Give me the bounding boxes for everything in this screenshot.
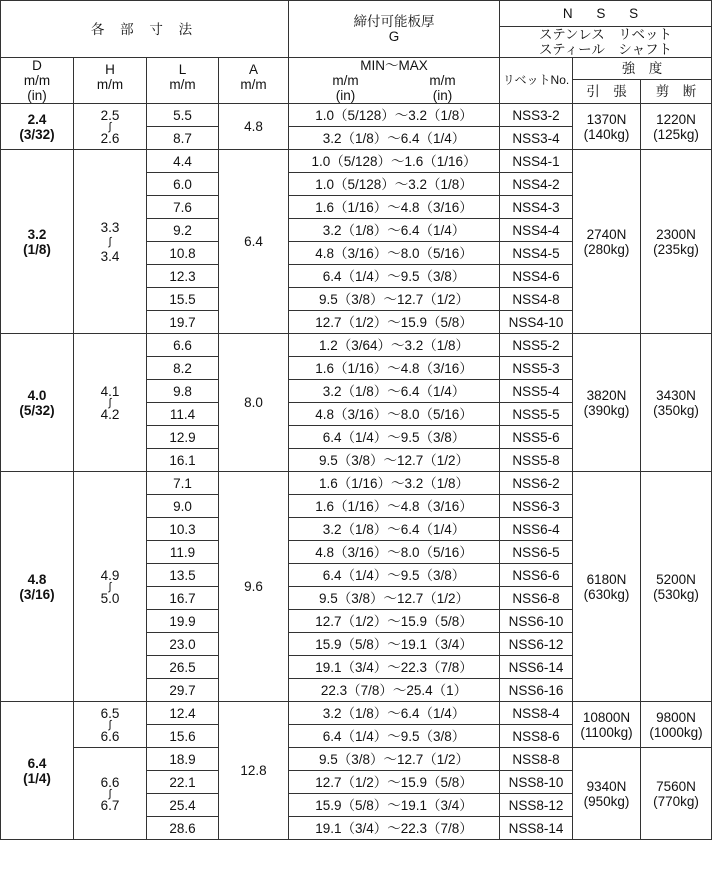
shear-n: 7560N — [656, 778, 696, 794]
h-cell — [74, 104, 147, 150]
g-cell: 9.5（3/8）～12.7（1/2） — [289, 748, 500, 771]
col-rivet-no-header: リベットNo. — [500, 58, 573, 104]
h-cell — [74, 702, 147, 748]
tensile-kg: (390kg) — [583, 402, 630, 418]
col-shear-header: 剪 断 — [641, 80, 712, 104]
g-cell: 1.6（1/16）～4.8（3/16） — [289, 196, 500, 219]
material-line2: スティール シャフト — [538, 42, 673, 57]
shear-n: 3430N — [656, 387, 696, 403]
l-cell: 9.0 — [147, 495, 219, 518]
shear-n: 2300N — [656, 226, 696, 242]
col-D-unit-in: (in) — [27, 88, 47, 103]
g-cell: 12.7（1/2）～15.9（5/8） — [289, 311, 500, 334]
g-cell: 19.1（3/4）～22.3（7/8） — [289, 817, 500, 840]
tensile-n: 9340N — [586, 778, 627, 794]
g-cell: 3.2（1/8）～6.4（1/4） — [289, 219, 500, 242]
rivet-no-cell: NSS6-16 — [500, 679, 573, 702]
rivet-no-cell: NSS5-5 — [500, 403, 573, 426]
g-cell: 4.8（3/16）～8.0（5/16） — [289, 541, 500, 564]
l-cell: 25.4 — [147, 794, 219, 817]
col-A-unit: m/m — [240, 77, 267, 92]
table-row — [1, 104, 712, 127]
g-cell: 4.8（3/16）～8.0（5/16） — [289, 242, 500, 265]
rivet-no-cell: NSS6-14 — [500, 656, 573, 679]
rivet-no-cell: NSS4-6 — [500, 265, 573, 288]
g-cell: 1.6（1/16）～3.2（1/8） — [289, 472, 500, 495]
g-cell: 12.7（1/2）～15.9（5/8） — [289, 610, 500, 633]
shear-cell — [641, 334, 712, 472]
shear-cell — [641, 104, 712, 150]
l-cell: 11.9 — [147, 541, 219, 564]
rivet-no-cell: NSS5-6 — [500, 426, 573, 449]
l-cell: 12.3 — [147, 265, 219, 288]
l-cell: 7.6 — [147, 196, 219, 219]
rivet-no-cell: NSS3-2 — [500, 104, 573, 127]
shear-cell — [641, 472, 712, 702]
rivet-no-cell: NSS4-8 — [500, 288, 573, 311]
g-cell: 6.4（1/4）～9.5（3/8） — [289, 426, 500, 449]
l-cell: 29.7 — [147, 679, 219, 702]
rivet-no-cell: NSS8-8 — [500, 748, 573, 771]
col-D-header — [1, 58, 74, 104]
h-min: 6.6 — [100, 774, 120, 790]
d-value: 6.4 — [27, 755, 47, 771]
a-cell: 6.4 — [219, 150, 289, 334]
range-mark: ∫ — [108, 718, 112, 731]
shear-cell — [641, 748, 712, 840]
rivet-no-cell: NSS8-14 — [500, 817, 573, 840]
l-cell: 15.6 — [147, 725, 219, 748]
g-cell: 22.3（7/8）～25.4（1） — [289, 679, 500, 702]
range-mark: ∫ — [108, 120, 112, 133]
rivet-no-cell: NSS5-4 — [500, 380, 573, 403]
l-cell: 23.0 — [147, 633, 219, 656]
rivet-no-cell: NSS4-3 — [500, 196, 573, 219]
rivet-no-cell: NSS4-1 — [500, 150, 573, 173]
tensile-kg: (630kg) — [583, 586, 630, 602]
rivet-no-cell: NSS6-12 — [500, 633, 573, 656]
d-cell — [1, 150, 74, 334]
rivet-no-cell: NSS4-4 — [500, 219, 573, 242]
a-cell: 12.8 — [219, 702, 289, 840]
g-cell: 15.9（5/8）～19.1（3/4） — [289, 794, 500, 817]
tensile-cell — [573, 748, 641, 840]
d-value: 4.0 — [27, 387, 47, 403]
h-max: 3.4 — [100, 248, 120, 264]
l-cell: 5.5 — [147, 104, 219, 127]
l-cell: 12.4 — [147, 702, 219, 725]
table-row — [1, 702, 712, 725]
col-A-header — [219, 58, 289, 104]
l-cell: 12.9 — [147, 426, 219, 449]
rivet-no-cell: NSS6-6 — [500, 564, 573, 587]
a-cell: 8.0 — [219, 334, 289, 472]
strength-title: 強 度 — [573, 58, 712, 80]
h-max: 5.0 — [100, 590, 120, 606]
table-row — [1, 334, 712, 357]
shear-kg: (530kg) — [653, 586, 699, 602]
shear-kg: (1000kg) — [649, 724, 703, 740]
g-cell: 19.1（3/4）～22.3（7/8） — [289, 656, 500, 679]
grip-symbol: G — [388, 29, 400, 44]
g-max-unit-in: (in) — [432, 88, 453, 103]
h-cell — [74, 150, 147, 334]
rivet-no-cell: NSS4-10 — [500, 311, 573, 334]
col-G-header — [289, 58, 500, 104]
l-cell: 6.6 — [147, 334, 219, 357]
a-cell: 9.6 — [219, 472, 289, 702]
g-cell: 3.2（1/8）～6.4（1/4） — [289, 380, 500, 403]
table-row — [1, 472, 712, 495]
nss-title: N S S — [500, 1, 712, 27]
rivet-no-cell: NSS8-4 — [500, 702, 573, 725]
col-D-letter: D — [32, 58, 42, 73]
table-row — [1, 748, 712, 771]
d-value: 2.4 — [27, 111, 47, 127]
rivet-no-cell: NSS4-2 — [500, 173, 573, 196]
l-cell: 8.7 — [147, 127, 219, 150]
l-cell: 8.2 — [147, 357, 219, 380]
rivet-no-cell: NSS4-5 — [500, 242, 573, 265]
d-value: 4.8 — [27, 571, 47, 587]
h-min: 4.1 — [100, 383, 120, 399]
col-H-letter: H — [105, 62, 115, 77]
h-min: 3.3 — [100, 219, 120, 235]
l-cell: 11.4 — [147, 403, 219, 426]
l-cell: 13.5 — [147, 564, 219, 587]
g-cell: 9.5（3/8）～12.7（1/2） — [289, 288, 500, 311]
rivet-no-cell: NSS8-12 — [500, 794, 573, 817]
rivet-no-cell: NSS6-8 — [500, 587, 573, 610]
d-inch: (1/8) — [23, 241, 51, 257]
rivet-no-cell: NSS6-2 — [500, 472, 573, 495]
d-cell — [1, 472, 74, 702]
l-cell: 10.3 — [147, 518, 219, 541]
tensile-n: 1370N — [586, 111, 627, 127]
col-tensile-header: 引 張 — [573, 80, 641, 104]
rivet-no-cell: NSS8-10 — [500, 771, 573, 794]
shear-kg: (770kg) — [653, 793, 699, 809]
h-cell — [74, 334, 147, 472]
grip-title-text: 締付可能板厚 — [353, 14, 435, 29]
rivet-no-cell: NSS8-6 — [500, 725, 573, 748]
a-cell: 4.8 — [219, 104, 289, 150]
shear-cell — [641, 702, 712, 748]
rivet-no-cell: NSS5-2 — [500, 334, 573, 357]
g-cell: 4.8（3/16）～8.0（5/16） — [289, 403, 500, 426]
g-cell: 6.4（1/4）～9.5（3/8） — [289, 564, 500, 587]
d-cell — [1, 104, 74, 150]
g-cell: 6.4（1/4）～9.5（3/8） — [289, 725, 500, 748]
range-mark: ∫ — [108, 396, 112, 409]
rivet-no-cell: NSS6-3 — [500, 495, 573, 518]
l-cell: 15.5 — [147, 288, 219, 311]
g-cell: 6.4（1/4）～9.5（3/8） — [289, 265, 500, 288]
l-cell: 18.9 — [147, 748, 219, 771]
material-line1: ステンレス リベット — [539, 27, 673, 42]
g-cell: 15.9（5/8）～19.1（3/4） — [289, 633, 500, 656]
g-cell: 1.2（3/64）～3.2（1/8） — [289, 334, 500, 357]
minmax-label: MIN～MAX — [360, 58, 428, 73]
tensile-kg: (1100kg) — [580, 724, 633, 740]
d-inch: (1/4) — [23, 770, 51, 786]
col-L-letter: L — [178, 62, 187, 77]
col-H-header — [74, 58, 147, 104]
d-value: 3.2 — [27, 226, 47, 242]
tensile-cell — [573, 150, 641, 334]
g-cell: 9.5（3/8）～12.7（1/2） — [289, 449, 500, 472]
g-cell: 1.6（1/16）～4.8（3/16） — [289, 495, 500, 518]
rivet-no-cell: NSS6-4 — [500, 518, 573, 541]
g-cell: 3.2（1/8）～6.4（1/4） — [289, 127, 500, 150]
l-cell: 26.5 — [147, 656, 219, 679]
h-min: 2.5 — [100, 107, 120, 123]
tensile-kg: (280kg) — [583, 241, 630, 257]
dims-title: 各 部 寸 法 — [1, 1, 289, 58]
h-cell — [74, 472, 147, 702]
l-cell: 4.4 — [147, 150, 219, 173]
tensile-kg: (950kg) — [583, 793, 630, 809]
shear-kg: (125kg) — [653, 126, 699, 142]
l-cell: 9.2 — [147, 219, 219, 242]
h-max: 6.7 — [100, 797, 120, 813]
range-mark: ∫ — [108, 580, 112, 593]
rivet-no-cell: NSS5-8 — [500, 449, 573, 472]
l-cell: 16.1 — [147, 449, 219, 472]
l-cell: 9.8 — [147, 380, 219, 403]
shear-cell — [641, 150, 712, 334]
tensile-cell — [573, 334, 641, 472]
l-cell: 16.7 — [147, 587, 219, 610]
g-max-unit: m/m — [429, 73, 456, 88]
g-cell: 1.0（5/128）～1.6（1/16） — [289, 150, 500, 173]
g-cell: 12.7（1/2）～15.9（5/8） — [289, 771, 500, 794]
g-cell: 1.0（5/128）～3.2（1/8） — [289, 173, 500, 196]
shear-n: 9800N — [656, 709, 696, 725]
g-min-unit: m/m — [332, 73, 359, 88]
d-inch: (5/32) — [19, 402, 55, 418]
shear-n: 1220N — [656, 111, 696, 127]
g-cell: 9.5（3/8）～12.7（1/2） — [289, 587, 500, 610]
col-D-unit: m/m — [23, 73, 51, 88]
shear-kg: (350kg) — [653, 402, 699, 418]
l-cell: 10.8 — [147, 242, 219, 265]
shear-n: 5200N — [656, 571, 696, 587]
tensile-cell — [573, 472, 641, 702]
material-label — [500, 27, 712, 58]
g-min-unit-in: (in) — [335, 88, 356, 103]
h-min: 4.9 — [100, 567, 120, 583]
g-cell: 3.2（1/8）～6.4（1/4） — [289, 702, 500, 725]
table-row — [1, 150, 712, 173]
shear-kg: (235kg) — [653, 241, 699, 257]
rivet-no-cell: NSS3-4 — [500, 127, 573, 150]
l-cell: 22.1 — [147, 771, 219, 794]
tensile-cell — [573, 104, 641, 150]
h-max: 2.6 — [100, 130, 120, 146]
grip-title — [289, 1, 500, 58]
rivet-no-cell: NSS6-10 — [500, 610, 573, 633]
tensile-n: 6180N — [586, 571, 627, 587]
tensile-n: 3820N — [586, 387, 627, 403]
h-cell — [74, 748, 147, 840]
h-max: 6.6 — [100, 728, 120, 744]
h-min: 6.5 — [100, 705, 120, 721]
rivet-no-cell: NSS6-5 — [500, 541, 573, 564]
col-L-header — [147, 58, 219, 104]
l-cell: 19.9 — [147, 610, 219, 633]
l-cell: 19.7 — [147, 311, 219, 334]
tensile-n: 2740N — [586, 226, 627, 242]
l-cell: 6.0 — [147, 173, 219, 196]
l-cell: 28.6 — [147, 817, 219, 840]
d-inch: (3/16) — [19, 586, 55, 602]
d-cell — [1, 702, 74, 840]
col-A-letter: A — [249, 62, 259, 77]
col-L-unit: m/m — [169, 77, 196, 92]
g-cell: 1.0（5/128）～3.2（1/8） — [289, 104, 500, 127]
tensile-n: 10800N — [582, 709, 631, 725]
tensile-cell — [573, 702, 641, 748]
g-cell: 1.6（1/16）～4.8（3/16） — [289, 357, 500, 380]
range-mark: ∫ — [108, 787, 112, 800]
d-inch: (3/32) — [19, 126, 55, 142]
col-H-unit: m/m — [96, 77, 124, 92]
tensile-kg: (140kg) — [583, 126, 630, 142]
range-mark: ∫ — [108, 235, 112, 248]
h-max: 4.2 — [100, 406, 120, 422]
d-cell — [1, 334, 74, 472]
g-cell: 3.2（1/8）～6.4（1/4） — [289, 518, 500, 541]
rivet-no-cell: NSS5-3 — [500, 357, 573, 380]
l-cell: 7.1 — [147, 472, 219, 495]
